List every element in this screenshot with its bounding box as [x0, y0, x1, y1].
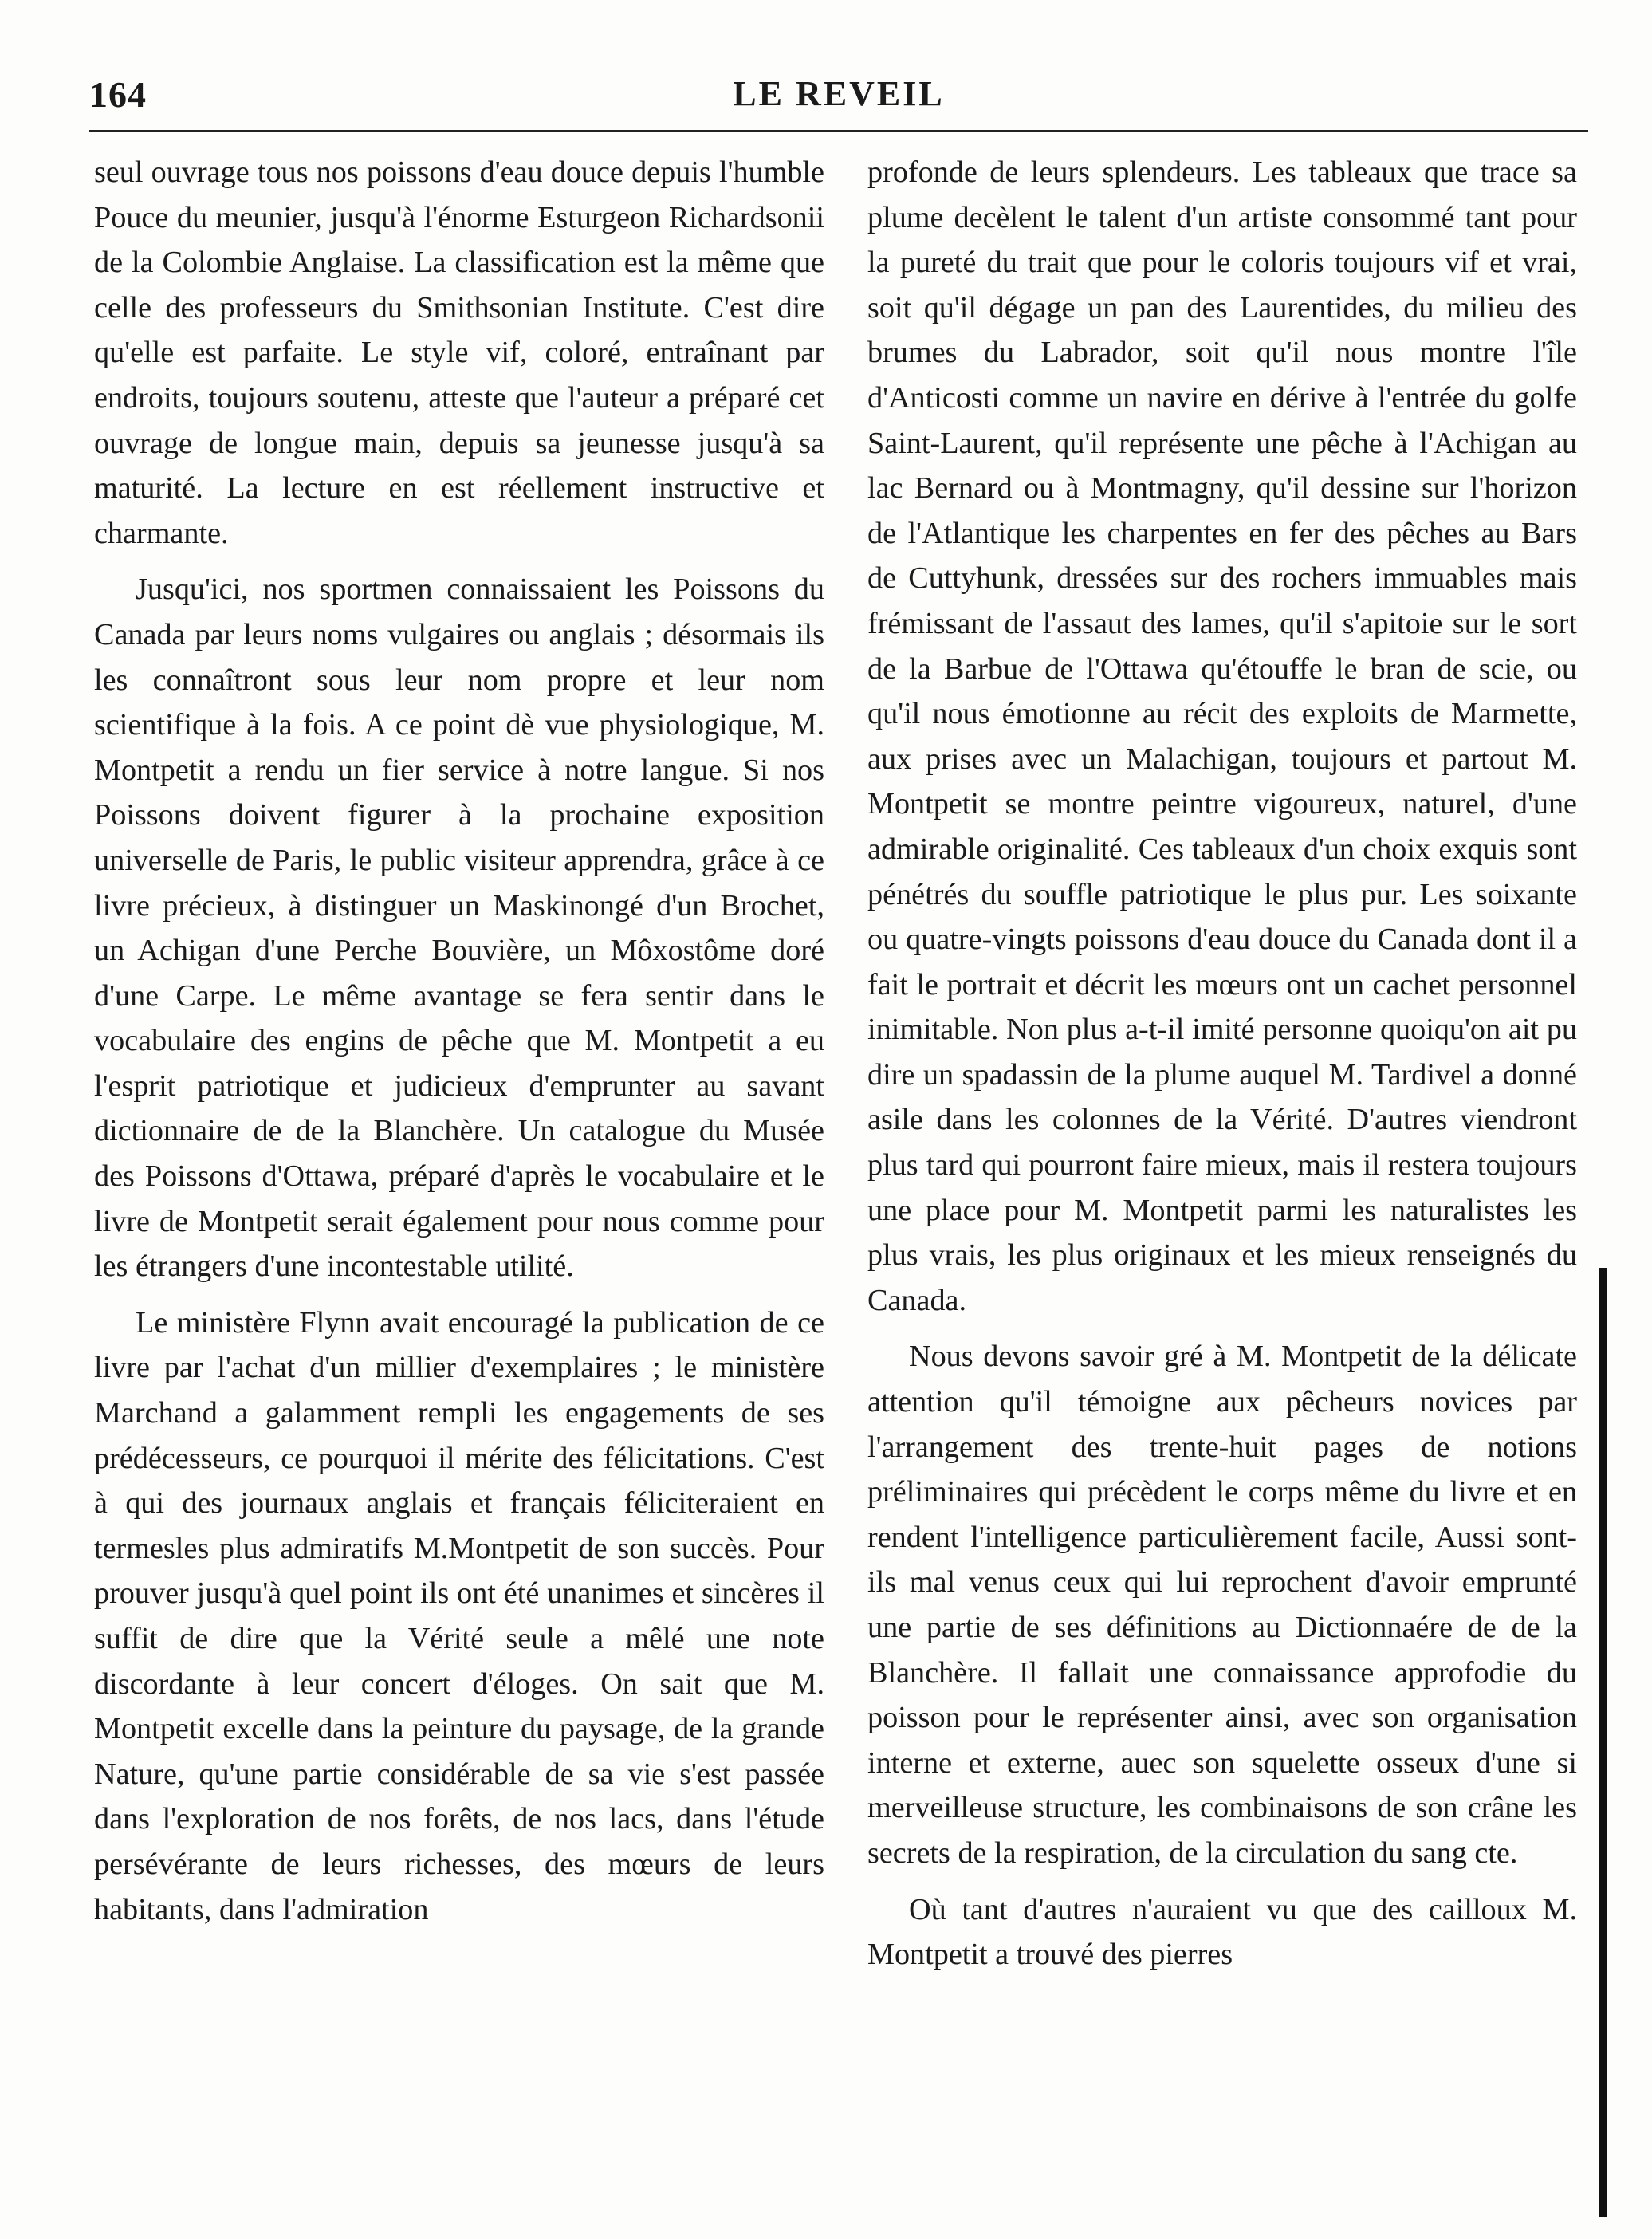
- left-paragraph-1: seul ouvrage tous nos poissons d'eau douce depuis l'humble Pouce du meunier, jusqu'à l'énorme Esturgeon Richardsonii de la Colombie Anglaise. La classification est la même que celle des professeurs du Smithsonian Institute. C'est dire qu'elle est parfaite. Le style vif, coloré, entraînant par endroits, toujours soutenu, atteste que l'auteur a préparé cet ouvrage de longue main, depuis sa jeunesse jusqu'à sa maturité. La lecture en est réellement instructive et charmante.: [94, 155, 824, 550]
- page-number: 164: [89, 74, 147, 115]
- left-paragraph-3: Le ministère Flynn avait encouragé la publication de ce livre par l'achat d'un millier d'exemplaires ; le ministère Marchand a galamment rempli les engagements de ses prédécesseurs, ce pourquoi il mérite des félicitations. C'est à qui des journaux anglais et français féliciteraient en termesles plus admiratifs M.Montpetit de son succès. Pour prouver jusqu'à quel point ils ont été unanimes et sincères il suffit de dire que la Vérité seule a mêlé une note discordante à leur concert d'éloges. On sait que M. Montpetit excelle dans la peinture du paysage, de la grande Nature, qu'une partie considérable de sa vie s'est passée dans l'exploration de nos forêts, de nos lacs, dans l'étude persévérante de leurs richesses, des mœurs de leurs habitants, dans l'admiration: [94, 1305, 824, 1926]
- left-paragraph-2: Jusqu'ici, nos sportmen connaissaient les Poissons du Canada par leurs noms vulgaires ou anglais ; désormais ils les connaîtront sous leur nom propre et leur nom scientifique à la fois. A ce point dè vue physiologique, M. Montpetit a rendu un fier service à notre langue. Si nos Poissons doivent figurer à la prochaine exposition universelle de Paris, le public visiteur apprendra, grâce à ce livre précieux, à distinguer un Maskinongé d'un Brochet, un Achigan d'une Perche Bouvière, un Môxostôme doré d'une Carpe. Le même avantage se fera sentir dans le vocabulaire des engins de pêche que M. Montpetit a eu l'esprit patriotique et judicieux d'emprunter au savant dictionnaire de de la Blanchère. Un catalogue du Musée des Poissons d'Ottawa, préparé d'après le vocabulaire et le livre de Montpetit serait également pour nous comme pour les étrangers d'une incontestable utilité.: [94, 573, 824, 1284]
- page-header: [89, 69, 1588, 132]
- right-paragraph-2: Nous devons savoir gré à M. Montpetit de la délicate attention qu'il témoigne aux pêcheurs novices par l'arrangement des trente-huit pages de notions préliminaires qui précèdent le corps même du livre et en rendent l'intelligence particulièrement facile, Aussi sont-ils mal venus ceux qui lui reprochent d'avoir emprunté une partie de ses définitions au Dictionnaére de de la Blanchère. Il fallait une connaissance approfodie du poisson pour le représenter ainsi, avec son organisation interne et externe, auec son squelette osseux d'une si merveilleuse structure, les combinaisons de son crâne les secrets de la respiration, de la circulation du sang cte.: [867, 1340, 1577, 1870]
- binding-edge-shadow: [1599, 1268, 1607, 2217]
- header-rule: [89, 130, 1588, 132]
- running-title: LE REVEIL: [733, 74, 945, 113]
- right-paragraph-1: profonde de leurs splendeurs. Les tableaux que trace sa plume decèlent le talent d'un artiste consommé tant pour la pureté du trait que pour le coloris toujours vif et vrai, soit qu'il dégage un pan des Laurentides, du milieu des brumes du Labrador, soit qu'il nous montre l'île d'Anticosti comme un navire en dérive à l'entrée du golfe Saint-Laurent, qu'il représente une pêche à l'Achigan au lac Bernard ou à Montmagny, qu'il dessine sur l'horizon de l'Atlantique les charpentes en fer des pêches au Bars de Cuttyhunk, dressées sur des rochers immuables mais frémissant de l'assaut des lames, qu'il s'apitoie sur le sort de la Barbue de l'Ottawa qu'étouffe le bran de scie, ou qu'il nous émotionne au récit des exploits de Marmette, aux prises avec un Malachigan, toujours et partout M. Montpetit se montre peintre vigoureux, naturel, d'une admirable originalité. Ces tableaux d'un choix exquis sont pénétrés du souffle patriotique le plus pur. Les soixante ou quatre-vingts poissons d'eau douce du Canada dont il a fait le portrait et décrit les mœurs ont un cachet personnel inimitable. Non plus a-t-il imité personne quoiqu'on ait pu dire un spadassin de la plume auquel M. Tardivel a donné asile dans les colonnes de la Vérité. D'autres viendront plus tard qui pourront faire mieux, mais il restera toujours une place pour M. Montpetit parmi les naturalistes les plus vrais, les plus originaux et les mieux renseignés du Canada.: [867, 155, 1577, 1317]
- right-column: [867, 150, 1577, 1977]
- right-paragraph-3: Où tant d'autres n'auraient vu que des cailloux M. Montpetit a trouvé des pierres: [867, 1892, 1577, 1972]
- left-column: [94, 150, 824, 1932]
